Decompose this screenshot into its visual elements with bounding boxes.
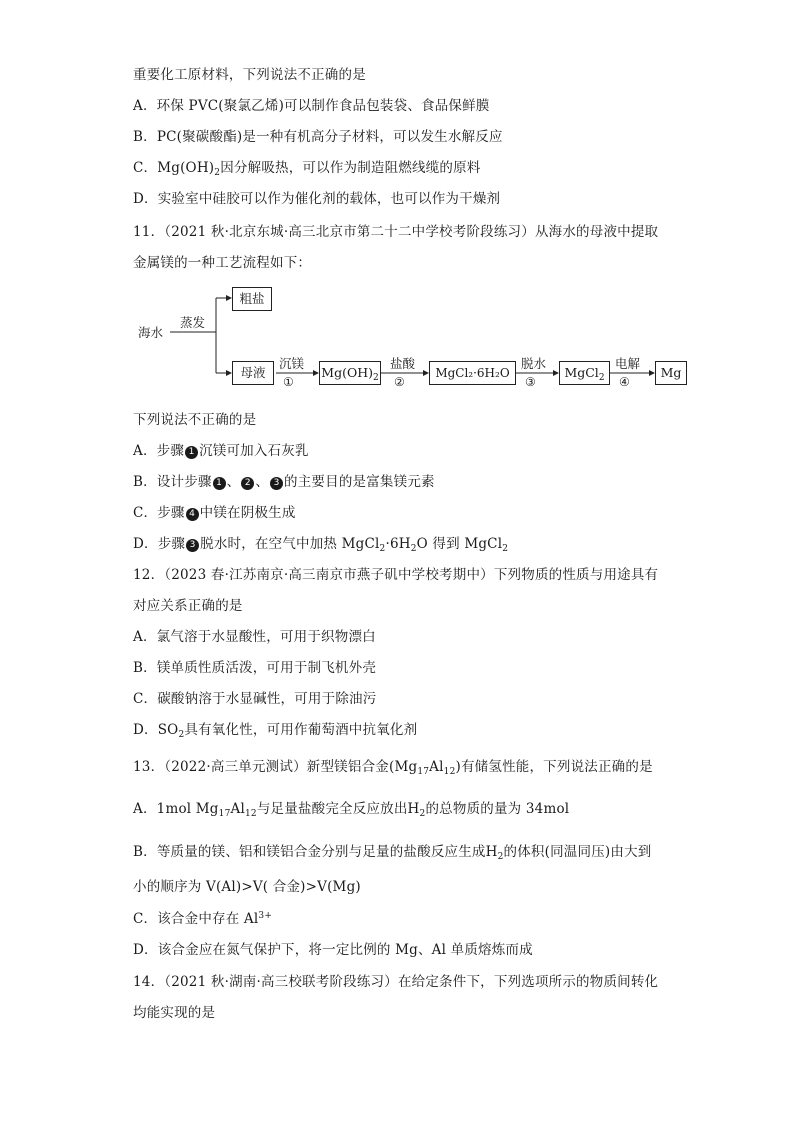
q11-option-b	[133, 473, 435, 491]
flow-mgoh2-box	[319, 361, 381, 385]
q11-stem-line2: 金属镁的一种工艺流程如下：	[133, 255, 312, 271]
q10-option-b: B．PC(聚碳酸酯)是一种有机高分子材料，可以发生水解反应	[133, 129, 503, 145]
q13-a-post: 的总物质的量为 34mol	[425, 801, 570, 817]
q13-stem-post: )有储氢性能，下列说法正确的是	[455, 759, 653, 775]
flow-evaporate-label: 蒸发	[180, 315, 206, 330]
q12-d-post: 具有氧化性，可用作葡萄酒中抗氧化剂	[184, 722, 418, 738]
q12-stem-line1: 12．（2023 春·江苏南京·高三南京市燕子矶中学校考期中）下列物质的性质与用途具有	[133, 567, 659, 583]
q11-b-sep: 、	[255, 474, 270, 490]
q12-stem-line2: 对应关系正确的是	[133, 598, 243, 614]
step-number-icon: 3	[186, 539, 199, 552]
flow-mgcl2-box	[559, 361, 610, 385]
q11-stem-line1: 11．（2021 秋·北京东城·高三北京市第二十二中学校考阶段练习）从海水的母液中提取	[133, 224, 659, 240]
q11-b-post: 的主要目的是富集镁元素	[284, 474, 435, 490]
q10-c-sub: 2	[214, 168, 221, 178]
q13-b-post: 的体积(同温同压)由大到	[503, 844, 652, 860]
q13-c-pre: C．该合金中存在 Al	[133, 911, 259, 927]
flow-mgoh2-sub: 2	[372, 373, 379, 383]
q10-c-pre: C．Mg(OH)	[133, 160, 215, 176]
q11-option-d	[133, 535, 508, 553]
q11-c-post: 中镁在阴极生成	[199, 505, 296, 521]
flow-mgoh2-text: Mg(OH)	[321, 365, 373, 380]
q13-a-mid: Al	[230, 801, 245, 817]
q11-option-c	[133, 504, 296, 522]
step-number-icon: 1	[213, 477, 226, 490]
q13-option-b-line1	[133, 843, 651, 861]
flow-mother-liquor-box: 母液	[232, 361, 274, 385]
q13-stem-sub: 12	[443, 767, 456, 777]
flow-step2-label: 盐酸	[390, 356, 416, 371]
q11-d-mid3: O 得到 MgCl	[416, 536, 503, 552]
q11-d-pre: D．步骤	[133, 536, 186, 552]
step-number-icon: 1	[185, 446, 198, 459]
q12-option-b: B．镁单质性质活泼，可用于制飞机外壳	[133, 660, 377, 676]
q10-stem: 重要化工原材料，下列说法不正确的是	[133, 67, 366, 83]
q11-d-mid2: ·6H	[385, 536, 411, 552]
q11-option-a	[133, 442, 309, 460]
q13-stem-pre: 13．（2022·高三单元测试）新型镁铝合金(Mg	[133, 759, 418, 775]
flow-mgcl2-sub: 2	[598, 373, 605, 383]
q10-option-c	[133, 159, 481, 177]
q13-c-sup: 3+	[258, 911, 273, 921]
flow-crude-salt-box: 粗盐	[232, 287, 272, 311]
q11-ask: 下列说法不正确的是	[133, 412, 257, 428]
q12-option-a: A．氯气溶于水显酸性，可用于织物漂白	[133, 629, 376, 645]
step-number-icon: 2	[241, 477, 254, 490]
q14-stem-line1: 14．（2021 秋·湖南·高三校联考阶段练习）在给定条件下，下列选项所示的物质间转化	[133, 974, 659, 990]
flow-step2-num: ②	[394, 375, 405, 389]
q13-a-sub: 12	[244, 809, 257, 819]
q13-option-b-line2: 小的顺序为 V(Al)>V( 合金)>V(Mg)	[133, 879, 361, 895]
flow-step4-num: ④	[619, 375, 630, 389]
q11-a-post: 沉镁可加入石灰乳	[199, 443, 309, 459]
flow-hydrate-box: MgCl₂·6H₂O	[429, 361, 516, 385]
q13-a-sub: 17	[218, 809, 231, 819]
flow-seawater: 海水	[138, 325, 164, 340]
q13-a-mid2: 与足量盐酸完全反应放出H	[256, 801, 420, 817]
q13-option-c	[133, 910, 272, 928]
q11-b-pre: B．设计步骤	[133, 474, 212, 490]
q13-option-d: D．该合金应在氮气保护下，将一定比例的 Mg、Al 单质熔炼而成	[133, 942, 533, 958]
flow-step3-label: 脱水	[521, 356, 547, 371]
flow-step1-label: 沉镁	[279, 356, 305, 371]
step-number-icon: 4	[186, 508, 199, 521]
q11-b-sep: 、	[226, 474, 241, 490]
q11-a-pre: A．步骤	[133, 443, 185, 459]
q10-c-post: 因分解吸热，可以作为制造阻燃线缆的原料	[220, 160, 481, 176]
q13-a-pre: A．1mol Mg	[133, 801, 219, 817]
q10-option-a: A．环保 PVC(聚氯乙烯)可以制作食品包装袋、食品保鲜膜	[133, 98, 490, 114]
q12-d-pre: D．SO	[133, 722, 179, 738]
q14-stem-line2: 均能实现的是	[133, 1005, 216, 1021]
flow-mgcl2-text: MgCl	[564, 365, 599, 380]
q13-option-a	[133, 800, 569, 818]
q13-b-pre: B．等质量的镁、铝和镁铝合金分别与足量的盐酸反应生成H	[133, 844, 498, 860]
q11-d-mid: 脱水时，在空气中加热 MgCl	[200, 536, 380, 552]
flow-step3-num: ③	[525, 375, 536, 389]
q13-a-sub: 2	[419, 809, 426, 819]
q10-option-d: D．实验室中硅胶可以作为催化剂的载体，也可以作为干燥剂	[133, 191, 501, 207]
q12-option-d	[133, 721, 417, 739]
q11-d-sub: 2	[379, 544, 386, 554]
q13-b-sub: 2	[497, 852, 504, 862]
flow-mg-box: Mg	[655, 361, 687, 385]
q12-option-c: C．碳酸钠溶于水显碱性，可用于除油污	[133, 691, 377, 707]
q12-d-sub: 2	[178, 730, 185, 740]
q11-d-sub: 2	[502, 544, 509, 554]
flow-step4-label: 电解	[615, 356, 641, 371]
q11-d-sub: 2	[410, 544, 417, 554]
q13-stem-sub: 17	[417, 767, 430, 777]
q13-stem	[133, 758, 653, 776]
q13-stem-mid: Al	[429, 759, 444, 775]
q11-c-pre: C．步骤	[133, 505, 185, 521]
flow-step1-num: ①	[283, 375, 294, 389]
step-number-icon: 3	[270, 477, 283, 490]
